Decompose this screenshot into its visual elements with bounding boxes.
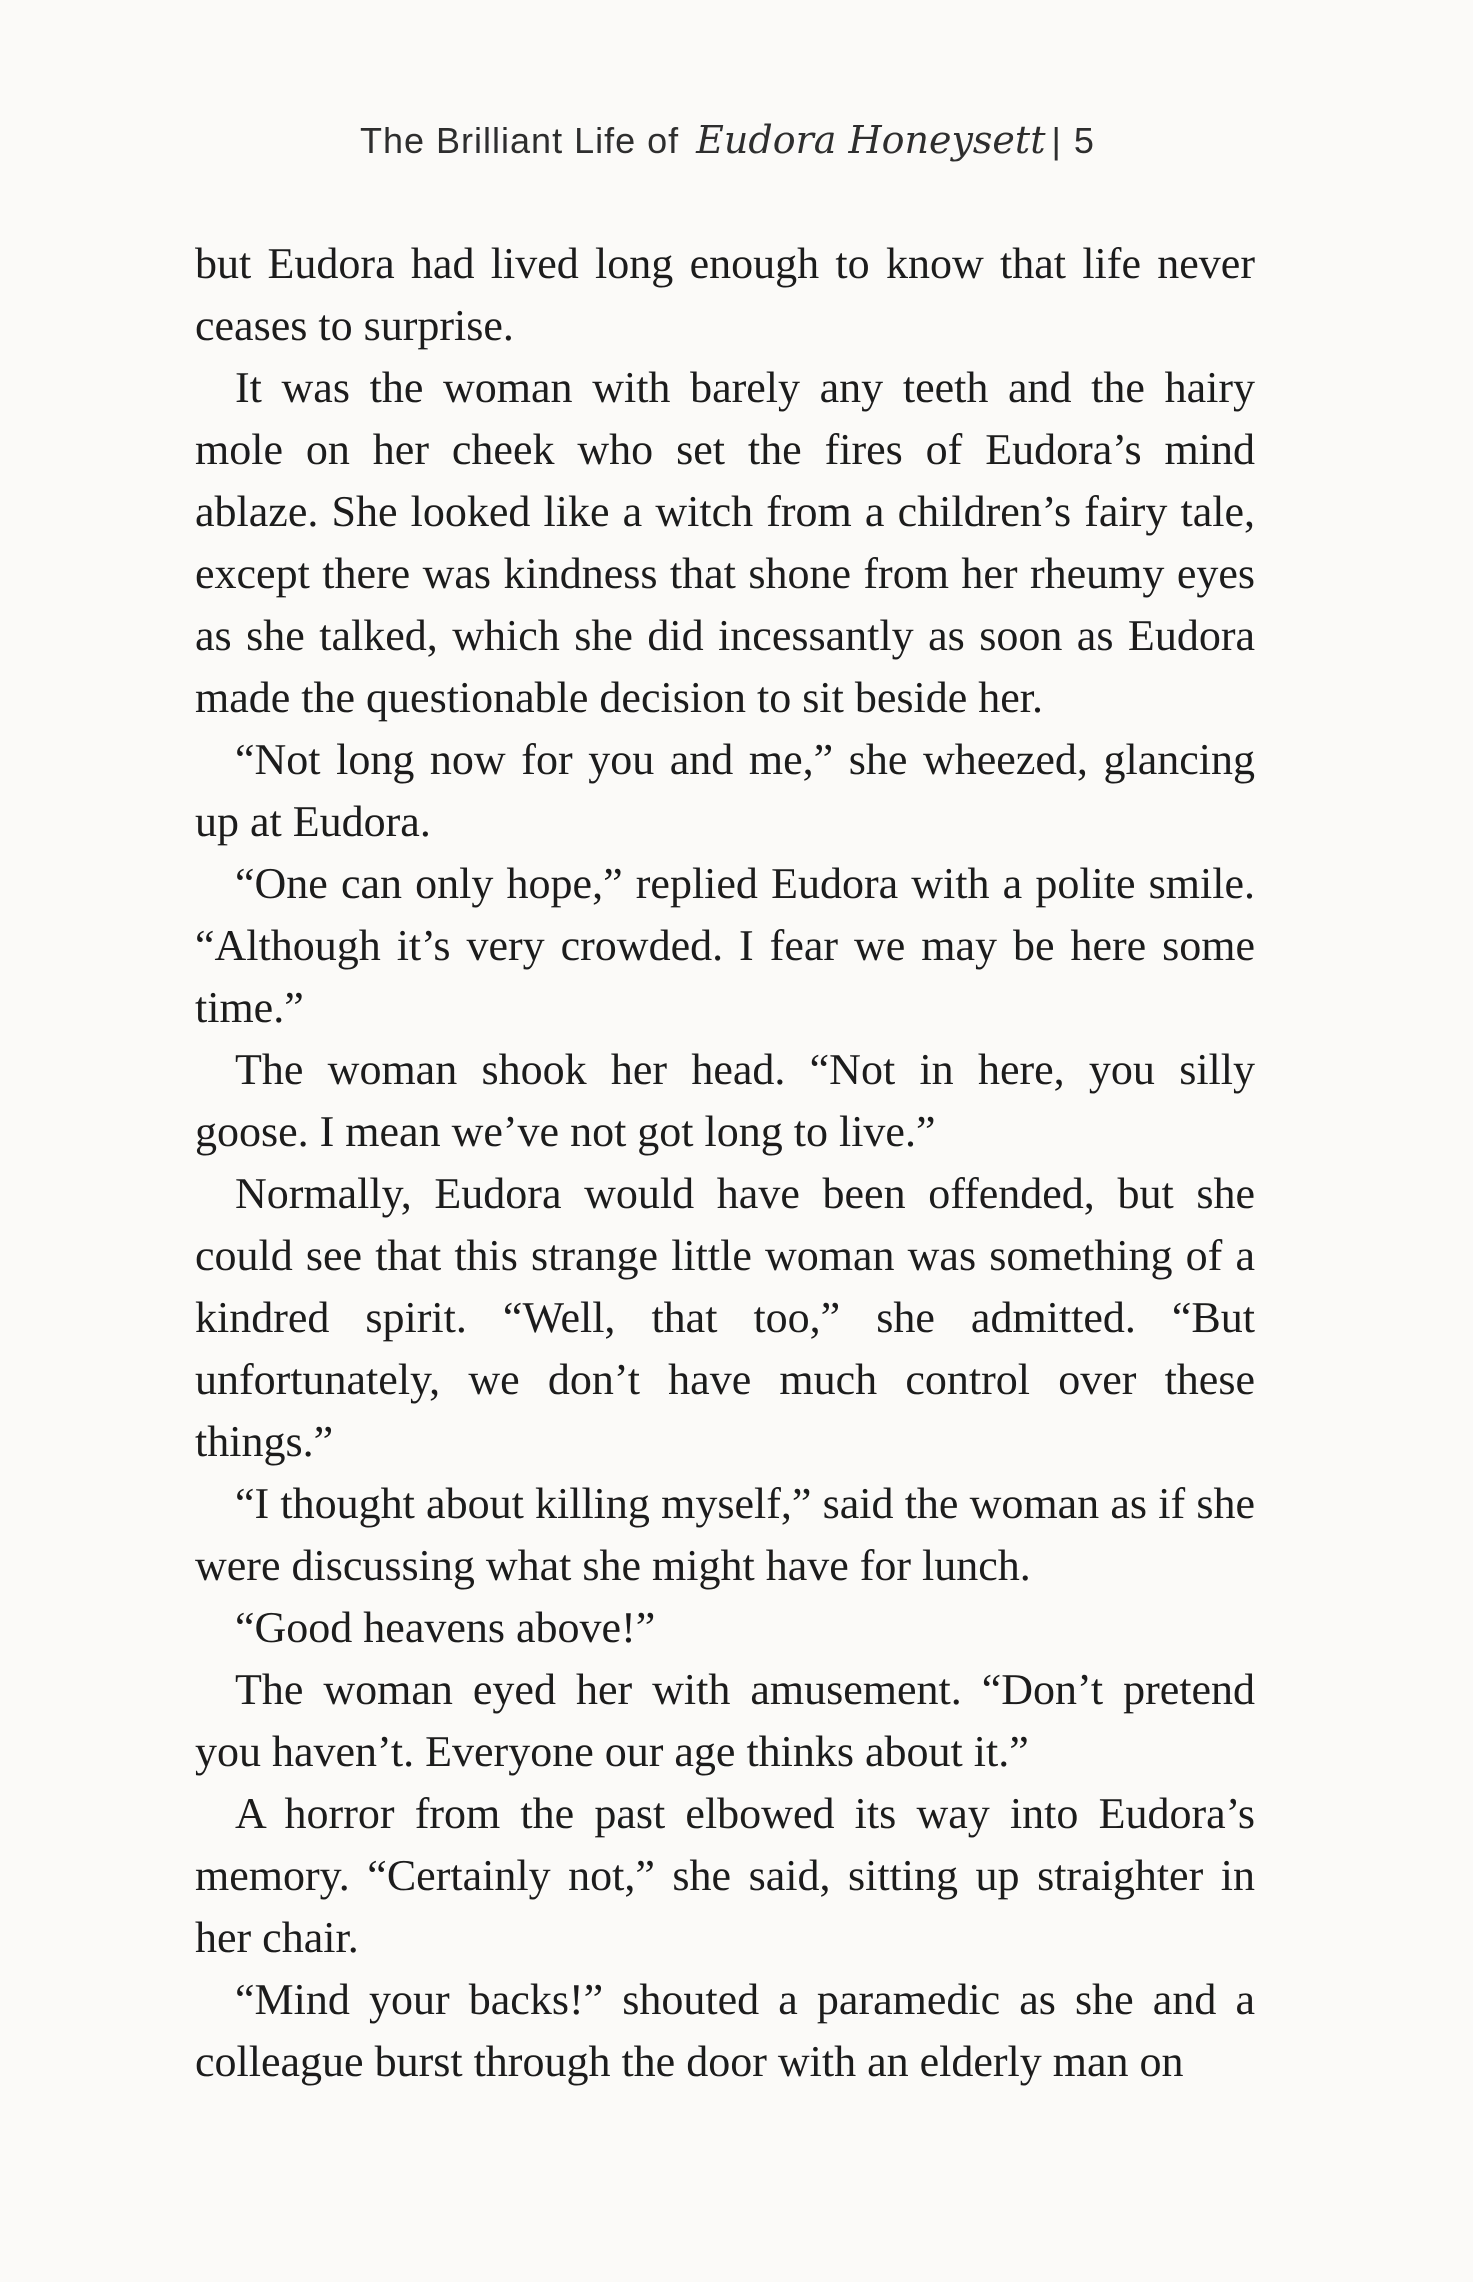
paragraph-continued: but Eudora had lived long enough to know that life never ceases to surprise. xyxy=(195,239,1255,350)
book-title: The Brilliant Life of xyxy=(360,120,680,161)
paragraph: A horror from the past elbowed its way into Eudora’s memory. “Certainly not,” she said, sitting up straighter in her chair. xyxy=(195,1789,1255,1962)
character-name-script: Eudora Honeysett xyxy=(696,118,1046,162)
paragraph: “I thought about killing myself,” said the woman as if she were discussing what she might have for lunch. xyxy=(195,1479,1255,1590)
paragraph: “Mind your backs!” shouted a paramedic as she and a colleague burst through the door with an elderly man on xyxy=(195,1975,1255,2086)
running-header xyxy=(360,118,1120,162)
header-separator: | xyxy=(1051,120,1062,161)
paragraph: The woman shook her head. “Not in here, you silly goose. I mean we’ve not got long to live.” xyxy=(195,1045,1255,1156)
paragraph: “Good heavens above!” xyxy=(235,1603,656,1652)
paragraph: It was the woman with barely any teeth and the hairy mole on her cheek who set the fires of Eudora’s mind ablaze. She looked like a witch from a children’s fairy tale, except there was kindness that shone from her rheumy eyes as she talked, which she did incessantly as soon as Eudora made the questionable decision to sit beside her. xyxy=(195,363,1255,722)
page-number: 5 xyxy=(1073,120,1095,161)
paragraph: “Not long now for you and me,” she wheezed, glancing up at Eudora. xyxy=(195,735,1255,846)
body-text xyxy=(195,233,1255,2093)
paragraph: Normally, Eudora would have been offended, but she could see that this strange little woman was something of a kindred spirit. “Well, that too,” she admitted. “But unfortunately, we don’t have much control over these things.” xyxy=(195,1169,1255,1466)
paragraph: “One can only hope,” replied Eudora with a polite smile. “Although it’s very crowded. I fear we may be here some time.” xyxy=(195,859,1255,1032)
paragraph: The woman eyed her with amusement. “Don’t pretend you haven’t. Everyone our age thinks about it.” xyxy=(195,1665,1255,1776)
